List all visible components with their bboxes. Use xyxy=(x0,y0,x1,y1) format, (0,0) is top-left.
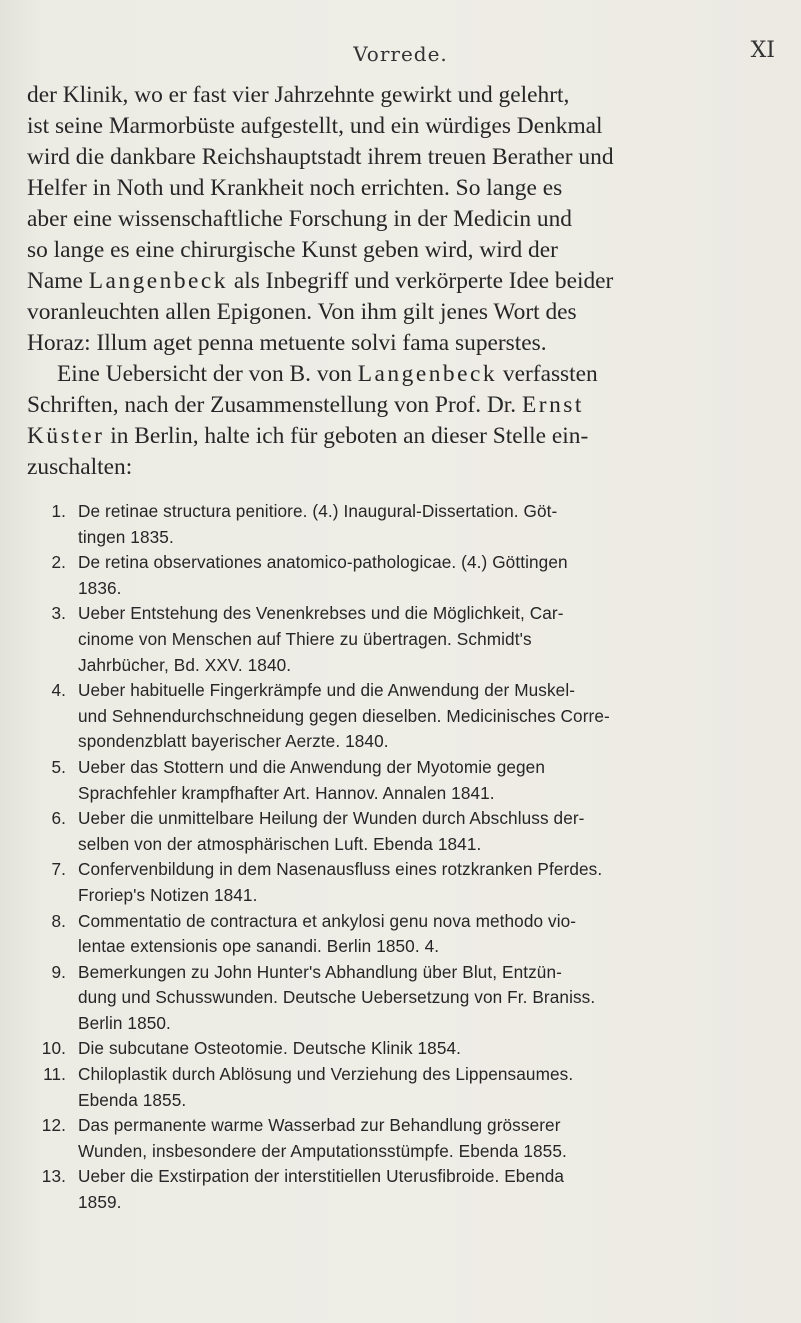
text-line: der Klinik, wo er fast vier Jahrzehnte gewirkt und gelehrt, xyxy=(27,82,570,108)
publication-text xyxy=(78,806,796,857)
publication-line: Froriep's Notizen 1841. xyxy=(78,884,258,905)
publication-text xyxy=(78,601,796,678)
publication-item xyxy=(28,499,796,550)
publication-line: Berlin 1850. xyxy=(78,1012,171,1033)
publication-item xyxy=(28,550,796,601)
publication-text xyxy=(78,1036,796,1062)
publication-text xyxy=(78,1062,796,1113)
publication-line: 1836. xyxy=(78,577,122,598)
page-number: XI xyxy=(750,38,775,63)
text-fragment: verfassten xyxy=(497,361,598,387)
publication-number: 8. xyxy=(51,910,66,931)
publication-line: Ueber die unmittelbare Heilung der Wunden durch Abschluss der- xyxy=(78,808,585,829)
publication-number: 13. xyxy=(41,1166,66,1187)
text-line: aber eine wissenschaftliche Forschung in der Medicin und xyxy=(27,206,572,232)
publication-line: Wunden, insbesondere der Amputationsstümpfe. Ebenda 1855. xyxy=(78,1140,567,1161)
publication-number: 5. xyxy=(51,756,66,777)
publication-number: 2. xyxy=(51,552,66,573)
publication-item xyxy=(28,1113,796,1164)
paragraph-1 xyxy=(27,80,795,359)
text-line xyxy=(27,421,795,452)
person-name: Küster xyxy=(27,423,105,449)
publication-number: 1. xyxy=(51,501,66,521)
publication-line: Bemerkungen zu John Hunter's Abhandlung über Blut, Entzün- xyxy=(78,961,562,982)
publication-number: 10. xyxy=(41,1038,66,1059)
publication-text xyxy=(78,499,796,550)
publication-item xyxy=(28,601,796,678)
text-line: zuschalten: xyxy=(27,454,133,480)
text-fragment: Name xyxy=(27,268,89,294)
person-name: Langenbeck xyxy=(357,361,498,387)
preface-text xyxy=(27,80,795,483)
publication-text xyxy=(78,1113,796,1164)
publication-text xyxy=(78,755,796,806)
publication-item xyxy=(28,1164,796,1215)
publication-line: und Sehnendurchschneidung gegen dieselben. Medicinisches Corre- xyxy=(78,705,610,726)
publication-text xyxy=(78,909,796,960)
text-line xyxy=(27,359,795,390)
text-line xyxy=(27,390,795,421)
paragraph-2 xyxy=(27,359,795,483)
person-name: Ernst xyxy=(522,392,584,418)
text-line: Helfer in Noth und Krankheit noch errichten. So lange es xyxy=(27,175,563,201)
publication-text xyxy=(78,857,796,908)
publication-number: 7. xyxy=(51,859,66,880)
text-line: voranleuchten allen Epigonen. Von ihm gilt jenes Wort des xyxy=(27,299,577,325)
publication-line: tingen 1835. xyxy=(78,526,174,547)
publication-item xyxy=(28,806,796,857)
publication-line: Die subcutane Osteotomie. Deutsche Klinik 1854. xyxy=(78,1038,462,1059)
publication-number: 3. xyxy=(51,603,66,624)
text-line xyxy=(27,266,795,297)
publication-number: 9. xyxy=(51,961,66,982)
page-header-title: Vorrede. xyxy=(353,42,448,66)
publication-item xyxy=(28,678,796,755)
publication-line: Das permanente warme Wasserbad zur Behandlung grösserer xyxy=(78,1115,561,1136)
publication-text xyxy=(78,1164,796,1215)
text-line: ist seine Marmorbüste aufgestellt, und ein würdiges Denkmal xyxy=(27,113,603,139)
publication-number: 4. xyxy=(51,680,66,701)
publication-line: 1859. xyxy=(78,1192,122,1213)
publication-line: dung und Schusswunden. Deutsche Uebersetzung von Fr. Braniss. xyxy=(78,987,596,1008)
running-head xyxy=(0,38,801,66)
publication-line: Chiloplastik durch Ablösung und Verziehung des Lippensaumes. xyxy=(78,1064,574,1085)
publication-item xyxy=(28,857,796,908)
publication-item xyxy=(28,1062,796,1113)
publication-list xyxy=(28,499,796,1216)
publication-number: 6. xyxy=(51,808,66,829)
text-line: wird die dankbare Reichshauptstadt ihrem treuen Berather und xyxy=(27,144,614,170)
publication-line: lentae extensionis ope sanandi. Berlin 1850. 4. xyxy=(78,936,440,957)
text-line: so lange es eine chirurgische Kunst geben wird, wird der xyxy=(27,237,558,263)
publication-line: De retinae structura penitiore. (4.) Inaugural-Dissertation. Göt- xyxy=(78,501,558,521)
publication-item xyxy=(28,1036,796,1062)
publication-line: Ueber das Stottern und die Anwendung der Myotomie gegen xyxy=(78,756,546,777)
publication-number: 12. xyxy=(41,1115,66,1136)
publication-line: De retina observationes anatomico-pathologicae. (4.) Göttingen xyxy=(78,552,568,573)
text-fragment: als Inbegriff und verkörperte Idee beider xyxy=(228,268,614,294)
publication-text xyxy=(78,678,796,755)
publication-text xyxy=(78,550,796,601)
text-fragment: Schriften, nach der Zusammenstellung von Prof. Dr. xyxy=(27,392,522,418)
publication-line: Ueber habituelle Fingerkrämpfe und die Anwendung der Muskel- xyxy=(78,680,576,701)
publication-line: Sprachfehler krampfhafter Art. Hannov. Annalen 1841. xyxy=(78,782,495,803)
publication-item xyxy=(28,960,796,1037)
publication-line: Ueber die Exstirpation der interstitiellen Uterusfibroide. Ebenda xyxy=(78,1166,565,1187)
publication-line: Jahrbücher, Bd. XXV. 1840. xyxy=(78,654,292,675)
publication-item xyxy=(28,755,796,806)
publication-line: selben von der atmosphärischen Luft. Ebenda 1841. xyxy=(78,833,482,854)
text-fragment: in Berlin, halte ich für geboten an dieser Stelle ein- xyxy=(104,423,589,449)
publication-number: 11. xyxy=(43,1064,66,1085)
publication-item xyxy=(28,909,796,960)
person-name: Langenbeck xyxy=(88,268,228,294)
text-fragment: Eine Uebersicht der von B. von xyxy=(57,361,358,387)
publication-line: Ebenda 1855. xyxy=(78,1089,187,1110)
publication-text xyxy=(78,960,796,1037)
text-line: Horaz: Illum aget penna metuente solvi fama superstes. xyxy=(27,330,547,356)
publication-line: Confervenbildung in dem Nasenausfluss eines rotzkranken Pferdes. xyxy=(78,859,603,880)
publication-line: spondenzblatt bayerischer Aerzte. 1840. xyxy=(78,731,389,752)
publication-line: cinome von Menschen auf Thiere zu übertragen. Schmidt's xyxy=(78,628,532,649)
publication-line: Commentatio de contractura et ankylosi genu nova methodo vio- xyxy=(78,910,577,931)
publication-line: Ueber Entstehung des Venenkrebses und die Möglichkeit, Car- xyxy=(78,603,564,624)
